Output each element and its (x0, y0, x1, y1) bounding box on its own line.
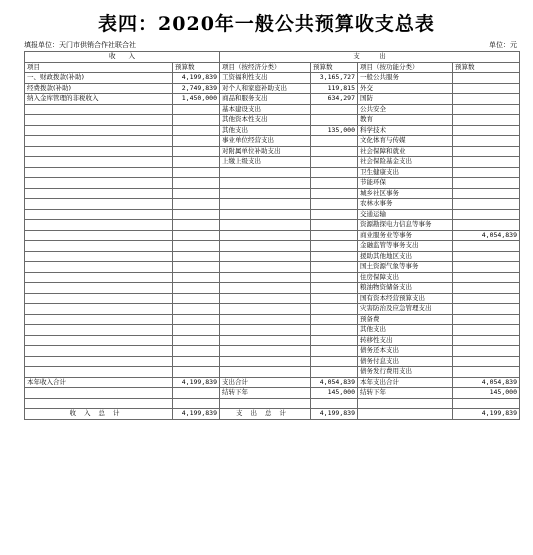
func-budget (453, 283, 520, 294)
func-item: 卫生健康支出 (358, 167, 453, 178)
econ-item (220, 293, 311, 304)
income-item (25, 346, 173, 357)
econ-budget-header: 预算数 (311, 62, 358, 73)
econ-item: 商品和服务支出 (220, 94, 311, 105)
income-item (25, 136, 173, 147)
econ-item (220, 199, 311, 210)
blank-row (25, 398, 520, 409)
func-budget (453, 146, 520, 157)
econ-budget (311, 209, 358, 220)
income-budget: 4,199,839 (173, 73, 220, 84)
econ-budget (311, 314, 358, 325)
func-budget (453, 304, 520, 315)
table-row (25, 241, 520, 252)
income-budget (173, 262, 220, 273)
income-budget (173, 209, 220, 220)
econ-item (220, 209, 311, 220)
income-item (25, 115, 173, 126)
func-budget (453, 367, 520, 378)
econ-item (220, 356, 311, 367)
income-item (25, 178, 173, 189)
econ-budget (311, 220, 358, 231)
header-row-columns (25, 62, 520, 73)
econ-budget (311, 262, 358, 273)
table-footer (25, 377, 520, 419)
func-budget (453, 356, 520, 367)
econ-item: 其他资本性支出 (220, 115, 311, 126)
income-budget: 2,749,839 (173, 83, 220, 94)
income-subtotal-value: 4,199,839 (173, 377, 220, 388)
carryover-row (25, 388, 520, 399)
func-budget (453, 199, 520, 210)
func-budget (453, 325, 520, 336)
econ-item (220, 325, 311, 336)
income-budget (173, 104, 220, 115)
econ-item (220, 335, 311, 346)
func-item: 公共安全 (358, 104, 453, 115)
func-item: 一般公共服务 (358, 73, 453, 84)
income-item (25, 314, 173, 325)
income-budget (173, 251, 220, 262)
econ-item (220, 367, 311, 378)
func-budget (453, 262, 520, 273)
econ-item (220, 167, 311, 178)
table-row (25, 283, 520, 294)
income-budget (173, 283, 220, 294)
table-row (25, 220, 520, 231)
table-row (25, 188, 520, 199)
income-budget-header: 预算数 (173, 62, 220, 73)
income-budget (173, 293, 220, 304)
func-subtotal-label: 本年支出合计 (358, 377, 453, 388)
expense-total-label: 支出总计 (220, 409, 311, 420)
table-row (25, 199, 520, 210)
income-item (25, 272, 173, 283)
econ-budget: 135,000 (311, 125, 358, 136)
income-item (25, 199, 173, 210)
func-item: 教育 (358, 115, 453, 126)
reporting-unit: 填报单位：天门市供销合作社联合社 (24, 41, 136, 49)
income-budget (173, 356, 220, 367)
func-budget (453, 104, 520, 115)
table-row (25, 157, 520, 168)
func-budget (453, 115, 520, 126)
func-item: 债务发行费用支出 (358, 367, 453, 378)
income-item (25, 335, 173, 346)
table-row (25, 136, 520, 147)
func-budget (453, 293, 520, 304)
income-item (25, 230, 173, 241)
func-budget (453, 83, 520, 94)
func-item: 债务还本支出 (358, 346, 453, 357)
econ-carryover-value: 145,000 (311, 388, 358, 399)
table-row (25, 209, 520, 220)
func-carryover-value: 145,000 (453, 388, 520, 399)
table-row (25, 73, 520, 84)
income-budget (173, 199, 220, 210)
econ-item: 对附属单位补助支出 (220, 146, 311, 157)
func-item: 其他支出 (358, 325, 453, 336)
income-item (25, 209, 173, 220)
income-item (25, 157, 173, 168)
income-subtotal-label: 本年收入合计 (25, 377, 173, 388)
econ-budget (311, 157, 358, 168)
econ-budget (311, 104, 358, 115)
income-budget (173, 335, 220, 346)
income-item (25, 241, 173, 252)
table-row (25, 272, 520, 283)
econ-item (220, 283, 311, 294)
econ-item (220, 272, 311, 283)
income-item (25, 104, 173, 115)
func-budget (453, 167, 520, 178)
income-item (25, 367, 173, 378)
table-row (25, 178, 520, 189)
income-budget (173, 325, 220, 336)
income-budget (173, 314, 220, 325)
table-row (25, 104, 520, 115)
income-total-value: 4,199,839 (173, 409, 220, 420)
table-row (25, 251, 520, 262)
func-item: 粮油物资储备支出 (358, 283, 453, 294)
table-row (25, 304, 520, 315)
func-budget (453, 209, 520, 220)
func-budget (453, 188, 520, 199)
income-item (25, 220, 173, 231)
econ-budget (311, 283, 358, 294)
table-row (25, 367, 520, 378)
table-row (25, 83, 520, 94)
income-item (25, 251, 173, 262)
econ-item: 对个人和家庭补助支出 (220, 83, 311, 94)
table-row (25, 293, 520, 304)
func-item: 债务付息支出 (358, 356, 453, 367)
table-row (25, 262, 520, 273)
econ-budget (311, 230, 358, 241)
table-row (25, 314, 520, 325)
econ-budget: 634,297 (311, 94, 358, 105)
econ-budget (311, 241, 358, 252)
income-budget (173, 146, 220, 157)
func-item: 外交 (358, 83, 453, 94)
econ-budget (311, 325, 358, 336)
income-total-label: 收入总计 (25, 409, 173, 420)
func-budget (453, 136, 520, 147)
func-budget (453, 125, 520, 136)
income-item (25, 283, 173, 294)
func-carryover-label: 结转下年 (358, 388, 453, 399)
econ-budget (311, 293, 358, 304)
func-budget (453, 346, 520, 357)
income-budget (173, 304, 220, 315)
econ-budget: 119,815 (311, 83, 358, 94)
func-item: 转移性支出 (358, 335, 453, 346)
income-item: 经费拨款(补助) (25, 83, 173, 94)
table-row (25, 346, 520, 357)
func-budget (453, 314, 520, 325)
income-budget (173, 125, 220, 136)
func-budget (453, 241, 520, 252)
income-budget (173, 178, 220, 189)
func-budget (453, 272, 520, 283)
econ-subtotal-label: 支出合计 (220, 377, 311, 388)
econ-budget (311, 335, 358, 346)
income-item (25, 325, 173, 336)
income-item (25, 125, 173, 136)
money-unit: 单位：元 (489, 41, 517, 49)
header-row-groups (25, 52, 520, 63)
income-budget (173, 230, 220, 241)
econ-item (220, 230, 311, 241)
income-budget (173, 167, 220, 178)
func-item: 交通运输 (358, 209, 453, 220)
econ-item (220, 241, 311, 252)
econ-budget (311, 367, 358, 378)
econ-budget (311, 304, 358, 315)
econ-item (220, 251, 311, 262)
econ-item (220, 314, 311, 325)
func-budget (453, 178, 520, 189)
econ-item (220, 304, 311, 315)
func-budget (453, 220, 520, 231)
func-item: 社会保障和就业 (358, 146, 453, 157)
income-item (25, 188, 173, 199)
econ-budget (311, 115, 358, 126)
econ-budget (311, 356, 358, 367)
func-budget (453, 94, 520, 105)
econ-budget (311, 146, 358, 157)
func-budget (453, 73, 520, 84)
econ-item: 基本建设支出 (220, 104, 311, 115)
econ-budget (311, 272, 358, 283)
budget-table (24, 51, 520, 420)
expense-total-value: 4,199,839 (311, 409, 358, 420)
table-row (25, 335, 520, 346)
subtotal-row (25, 377, 520, 388)
func-item: 城乡社区事务 (358, 188, 453, 199)
econ-subtotal-value: 4,054,839 (311, 377, 358, 388)
func-budget (453, 335, 520, 346)
econ-item (220, 346, 311, 357)
func-item: 科学技术 (358, 125, 453, 136)
econ-carryover-label: 结转下年 (220, 388, 311, 399)
func-budget (453, 157, 520, 168)
income-item: 一、财政拨款(补助) (25, 73, 173, 84)
func-budget-header: 预算数 (453, 62, 520, 73)
income-item (25, 146, 173, 157)
income-budget (173, 220, 220, 231)
income-budget (173, 115, 220, 126)
econ-budget (311, 167, 358, 178)
econ-budget (311, 199, 358, 210)
func-budget: 4,054,839 (453, 230, 520, 241)
income-budget (173, 272, 220, 283)
income-budget: 1,450,000 (173, 94, 220, 105)
table-row (25, 94, 520, 105)
income-item (25, 262, 173, 273)
income-item (25, 293, 173, 304)
expense-group-header: 支 出 (220, 52, 520, 63)
func-item: 商业服务业等事务 (358, 230, 453, 241)
func-subtotal-value: 4,054,839 (453, 377, 520, 388)
income-budget (173, 367, 220, 378)
income-budget (173, 157, 220, 168)
econ-budget: 3,165,727 (311, 73, 358, 84)
func-item-header: 项目（按功能分类） (358, 62, 453, 73)
econ-item (220, 220, 311, 231)
func-budget (453, 251, 520, 262)
table-body (25, 52, 520, 378)
econ-budget (311, 178, 358, 189)
income-item (25, 304, 173, 315)
func-item: 国防 (358, 94, 453, 105)
income-group-header: 收 入 (25, 52, 220, 63)
func-item: 国有资本经营预算支出 (358, 293, 453, 304)
income-item-header: 项目 (25, 62, 173, 73)
func-item: 节能环保 (358, 178, 453, 189)
econ-budget (311, 188, 358, 199)
table-row (25, 325, 520, 336)
page-title: 表四：2020年一般公共预算收支总表 (98, 13, 435, 35)
func-item: 国土资源气象等事务 (358, 262, 453, 273)
econ-item (220, 178, 311, 189)
func-item: 文化体育与传媒 (358, 136, 453, 147)
income-item (25, 356, 173, 367)
func-total-value: 4,199,839 (453, 409, 520, 420)
income-item: 纳入金库管理的非税收入 (25, 94, 173, 105)
econ-item: 工资福利性支出 (220, 73, 311, 84)
econ-item-header: 项目（按经济分类） (220, 62, 311, 73)
income-budget (173, 346, 220, 357)
table-row (25, 115, 520, 126)
income-budget (173, 188, 220, 199)
func-item: 援助其他地区支出 (358, 251, 453, 262)
econ-budget (311, 346, 358, 357)
table-row (25, 356, 520, 367)
func-item: 灾害防治及应急管理支出 (358, 304, 453, 315)
func-item: 金融监管等事务支出 (358, 241, 453, 252)
income-budget (173, 241, 220, 252)
table-row (25, 167, 520, 178)
func-item: 社会保险基金支出 (358, 157, 453, 168)
func-item: 预备费 (358, 314, 453, 325)
func-item: 资源勘探电力信息等事务 (358, 220, 453, 231)
income-budget (173, 136, 220, 147)
func-item: 住房保障支出 (358, 272, 453, 283)
func-item: 农林水事务 (358, 199, 453, 210)
table-row (25, 230, 520, 241)
income-item (25, 167, 173, 178)
econ-item: 其他支出 (220, 125, 311, 136)
grand-total-row (25, 409, 520, 420)
econ-item: 事业单位经营支出 (220, 136, 311, 147)
econ-budget (311, 251, 358, 262)
econ-item: 上缴上级支出 (220, 157, 311, 168)
table-row (25, 146, 520, 157)
table-row (25, 125, 520, 136)
econ-budget (311, 136, 358, 147)
econ-item (220, 262, 311, 273)
econ-item (220, 188, 311, 199)
